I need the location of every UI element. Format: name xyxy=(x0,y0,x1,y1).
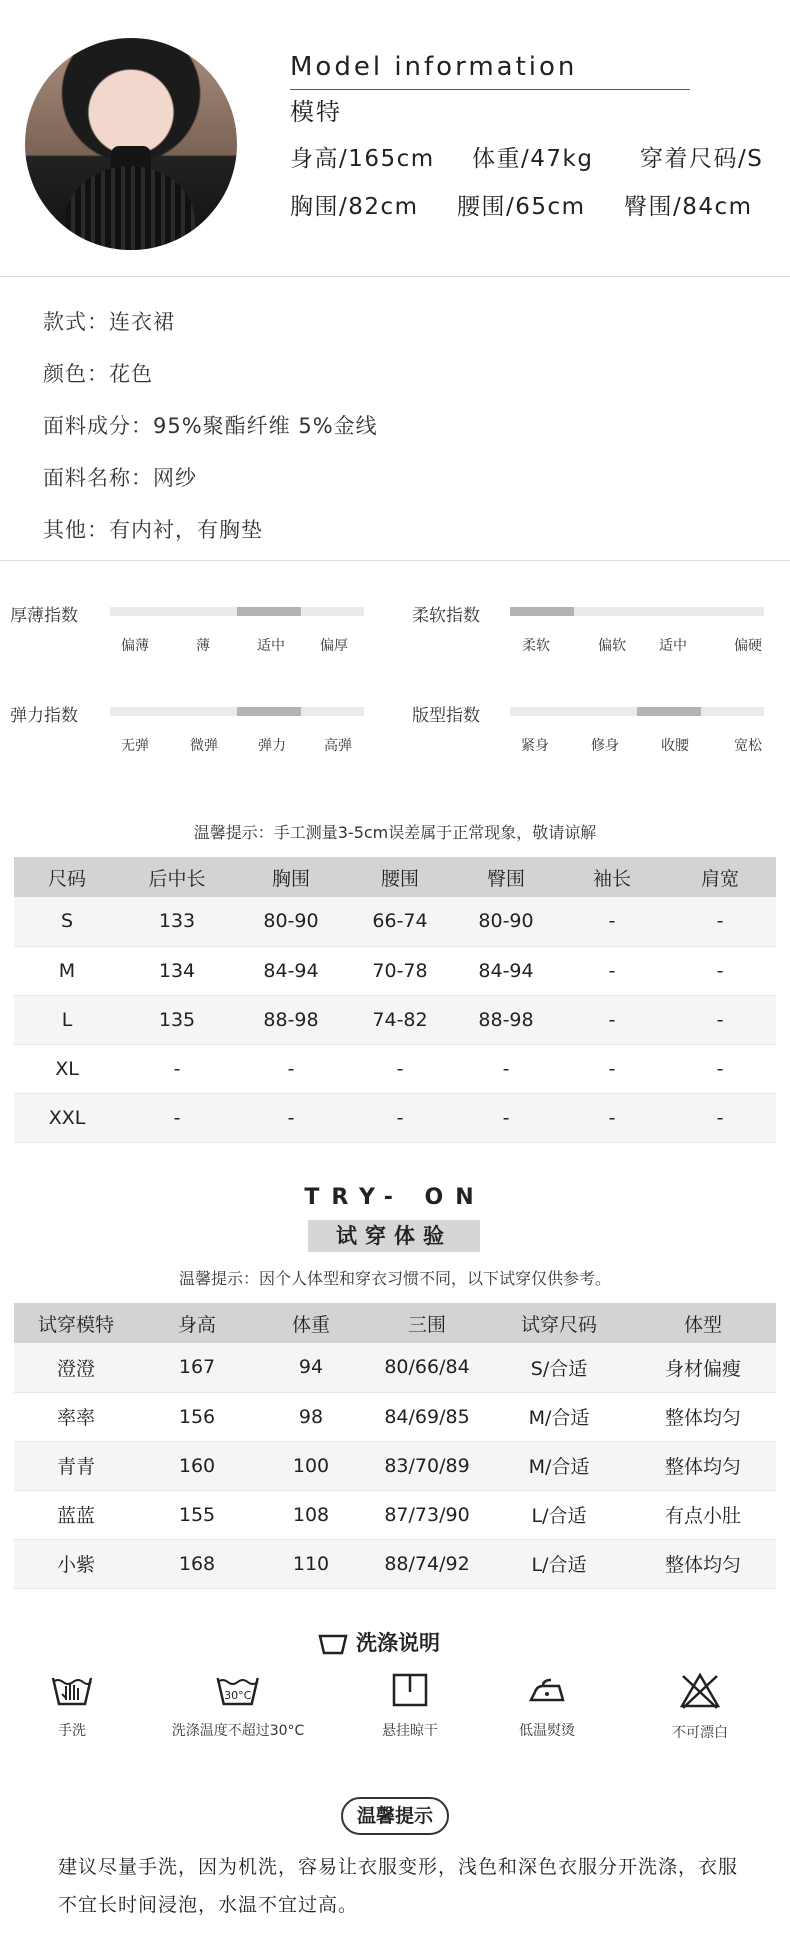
index-option: 弹力 xyxy=(258,738,286,754)
table-cell: 84/69/85 xyxy=(366,1392,488,1441)
table-row xyxy=(14,1441,776,1490)
index-option: 微弹 xyxy=(190,738,218,754)
index-track xyxy=(110,607,364,616)
table-header-cell: 腰围 xyxy=(348,857,452,897)
table-cell: XL xyxy=(14,1044,120,1093)
index-fill xyxy=(237,707,301,716)
index-option: 偏薄 xyxy=(121,638,149,654)
table-header-cell: 试穿模特 xyxy=(14,1303,138,1343)
table-cell: - xyxy=(664,1093,776,1142)
table-cell: 蓝蓝 xyxy=(14,1490,138,1539)
wash-item xyxy=(172,1672,305,1740)
table-cell: - xyxy=(560,946,664,995)
index-option: 无弹 xyxy=(121,738,149,754)
table-cell: 88-98 xyxy=(234,995,348,1044)
table-cell: 84-94 xyxy=(452,946,560,995)
table-cell: 身材偏瘦 xyxy=(630,1343,776,1392)
table-cell: 135 xyxy=(120,995,234,1044)
basin-icon xyxy=(318,1633,348,1655)
table-cell: - xyxy=(348,1044,452,1093)
table-cell: 澄澄 xyxy=(14,1343,138,1392)
index-option: 高弹 xyxy=(324,738,352,754)
table-cell: - xyxy=(120,1093,234,1142)
table-header-row xyxy=(14,1303,776,1343)
divider xyxy=(0,560,790,561)
attr-style: 款式：连衣裙 xyxy=(43,310,175,334)
table-cell: 88/74/92 xyxy=(366,1539,488,1588)
attr-composition: 面料成分：95%聚酯纤维 5%金线 xyxy=(43,414,378,438)
table-row xyxy=(14,1093,776,1142)
wash-label: 不可漂白 xyxy=(672,1725,728,1741)
model-section xyxy=(0,0,790,276)
table-cell: 87/73/90 xyxy=(366,1490,488,1539)
title-underline xyxy=(290,89,690,90)
table-row xyxy=(14,1490,776,1539)
table-header-cell: 体重 xyxy=(256,1303,366,1343)
table-cell: 率率 xyxy=(14,1392,138,1441)
wash-label: 悬挂晾干 xyxy=(382,1723,438,1739)
table-cell: 94 xyxy=(256,1343,366,1392)
table-cell: 整体均匀 xyxy=(630,1539,776,1588)
index-fill xyxy=(510,607,574,616)
hang-dry-icon xyxy=(391,1672,429,1708)
index-option: 宽松 xyxy=(734,738,762,754)
index-label: 厚薄指数 xyxy=(10,606,78,626)
model-waist: 腰围/65cm xyxy=(457,194,586,220)
wash-label: 手洗 xyxy=(58,1723,86,1739)
wash-title-text: 洗涤说明 xyxy=(356,1631,440,1655)
table-cell: - xyxy=(560,1044,664,1093)
low-iron-icon xyxy=(527,1672,567,1708)
table-header-row xyxy=(14,857,776,897)
table-cell: M/合适 xyxy=(488,1441,630,1490)
table-header-cell: 身高 xyxy=(138,1303,256,1343)
table-cell: 青青 xyxy=(14,1441,138,1490)
table-cell: - xyxy=(664,1044,776,1093)
wash-item xyxy=(382,1672,438,1740)
table-cell: 167 xyxy=(138,1343,256,1392)
table-row xyxy=(14,1343,776,1392)
tryon-note: 温馨提示：因个人体型和穿衣习惯不同，以下试穿仅供参考。 xyxy=(178,1269,611,1288)
table-cell: 98 xyxy=(256,1392,366,1441)
table-row xyxy=(14,897,776,946)
wash-item xyxy=(519,1672,575,1740)
index-option: 偏硬 xyxy=(734,638,762,654)
divider xyxy=(0,276,790,277)
table-cell: 88-98 xyxy=(452,995,560,1044)
table-cell: M/合适 xyxy=(488,1392,630,1441)
index-option: 柔软 xyxy=(522,638,550,654)
table-cell: - xyxy=(560,1093,664,1142)
table-cell: - xyxy=(452,1093,560,1142)
index-option: 适中 xyxy=(257,638,285,654)
tips-text: 建议尽量手洗，因为机洗，容易让衣服变形，浅色和深色衣服分开洗涤，衣服不宜长时间浸泡，水温不宜过高。 xyxy=(58,1856,739,1916)
table-cell: - xyxy=(452,1044,560,1093)
wash-title xyxy=(318,1628,440,1658)
hand-wash-icon xyxy=(50,1672,94,1708)
table-cell: - xyxy=(120,1044,234,1093)
table-header-cell: 臀围 xyxy=(452,857,560,897)
index-track xyxy=(110,707,364,716)
table-cell: L/合适 xyxy=(488,1539,630,1588)
model-title: Model information xyxy=(290,52,578,82)
wash-label: 洗涤温度不超过30°C xyxy=(171,1723,305,1739)
table-cell: - xyxy=(560,897,664,946)
index-option: 收腰 xyxy=(661,738,689,754)
table-row xyxy=(14,995,776,1044)
index-label: 版型指数 xyxy=(412,706,480,726)
size-table xyxy=(14,857,776,1143)
tryon-title-cn: 试穿体验 xyxy=(308,1220,480,1252)
index-option: 紧身 xyxy=(521,738,549,754)
table-cell: L/合适 xyxy=(488,1490,630,1539)
model-size: 穿着尺码/S xyxy=(640,146,764,172)
index-option: 偏软 xyxy=(598,638,626,654)
model-subtitle: 模特 xyxy=(290,98,342,126)
model-weight: 体重/47kg xyxy=(472,146,594,172)
table-cell: - xyxy=(664,946,776,995)
table-row xyxy=(14,1044,776,1093)
table-cell: M xyxy=(14,946,120,995)
table-cell: 134 xyxy=(120,946,234,995)
table-cell: L xyxy=(14,995,120,1044)
table-header-cell: 试穿尺码 xyxy=(488,1303,630,1343)
table-cell: S/合适 xyxy=(488,1343,630,1392)
index-track xyxy=(510,707,764,716)
attr-other: 其他：有内衬，有胸垫 xyxy=(43,518,263,542)
table-cell: 整体均匀 xyxy=(630,1441,776,1490)
table-cell: 160 xyxy=(138,1441,256,1490)
table-cell: 70-78 xyxy=(348,946,452,995)
index-option: 薄 xyxy=(196,638,210,654)
table-row xyxy=(14,1539,776,1588)
wash-temp-text: 30°C xyxy=(224,1689,252,1702)
tryon-table xyxy=(14,1303,776,1589)
table-cell: - xyxy=(234,1093,348,1142)
index-label: 弹力指数 xyxy=(10,706,78,726)
table-cell: 74-82 xyxy=(348,995,452,1044)
wash-30c-icon xyxy=(215,1672,261,1708)
model-height: 身高/165cm xyxy=(290,146,435,172)
table-cell: 133 xyxy=(120,897,234,946)
table-cell: - xyxy=(560,995,664,1044)
table-header-cell: 胸围 xyxy=(234,857,348,897)
table-cell: 168 xyxy=(138,1539,256,1588)
wash-item xyxy=(50,1672,94,1740)
table-row xyxy=(14,1392,776,1441)
table-header-cell: 尺码 xyxy=(14,857,120,897)
table-cell: 155 xyxy=(138,1490,256,1539)
table-header-cell: 后中长 xyxy=(120,857,234,897)
table-cell: 小紫 xyxy=(14,1539,138,1588)
model-avatar xyxy=(25,38,237,250)
table-cell: - xyxy=(664,897,776,946)
size-note: 温馨提示：手工测量3-5cm误差属于正常现象，敬请谅解 xyxy=(193,823,597,842)
table-header-cell: 袖长 xyxy=(560,857,664,897)
index-option: 偏厚 xyxy=(320,638,348,654)
table-cell: 110 xyxy=(256,1539,366,1588)
table-cell: 108 xyxy=(256,1490,366,1539)
table-header-cell: 肩宽 xyxy=(664,857,776,897)
index-fill xyxy=(237,607,301,616)
table-cell: 80-90 xyxy=(452,897,560,946)
tryon-title-en: TRY- ON xyxy=(304,1185,486,1210)
index-track xyxy=(510,607,764,616)
no-bleach-icon xyxy=(679,1672,721,1710)
tips-badge: 温馨提示 xyxy=(341,1797,449,1835)
table-cell: 整体均匀 xyxy=(630,1392,776,1441)
attr-color: 颜色：花色 xyxy=(43,362,153,386)
table-cell: 83/70/89 xyxy=(366,1441,488,1490)
model-bust: 胸围/82cm xyxy=(290,194,419,220)
table-cell: - xyxy=(348,1093,452,1142)
index-fill xyxy=(637,707,701,716)
table-cell: 84-94 xyxy=(234,946,348,995)
table-header-cell: 三围 xyxy=(366,1303,488,1343)
table-cell: 80/66/84 xyxy=(366,1343,488,1392)
model-hip: 臀围/84cm xyxy=(624,194,753,220)
wash-label: 低温熨烫 xyxy=(519,1723,575,1739)
table-cell: 80-90 xyxy=(234,897,348,946)
table-cell: 100 xyxy=(256,1441,366,1490)
wash-item xyxy=(672,1672,728,1742)
attr-fabric: 面料名称：网纱 xyxy=(43,466,197,490)
index-option: 适中 xyxy=(659,638,687,654)
index-option: 修身 xyxy=(591,738,619,754)
table-header-cell: 体型 xyxy=(630,1303,776,1343)
index-label: 柔软指数 xyxy=(412,606,480,626)
table-cell: 66-74 xyxy=(348,897,452,946)
table-cell: XXL xyxy=(14,1093,120,1142)
table-cell: 156 xyxy=(138,1392,256,1441)
table-cell: - xyxy=(664,995,776,1044)
table-row xyxy=(14,946,776,995)
table-cell: - xyxy=(234,1044,348,1093)
table-cell: S xyxy=(14,897,120,946)
table-cell: 有点小肚 xyxy=(630,1490,776,1539)
